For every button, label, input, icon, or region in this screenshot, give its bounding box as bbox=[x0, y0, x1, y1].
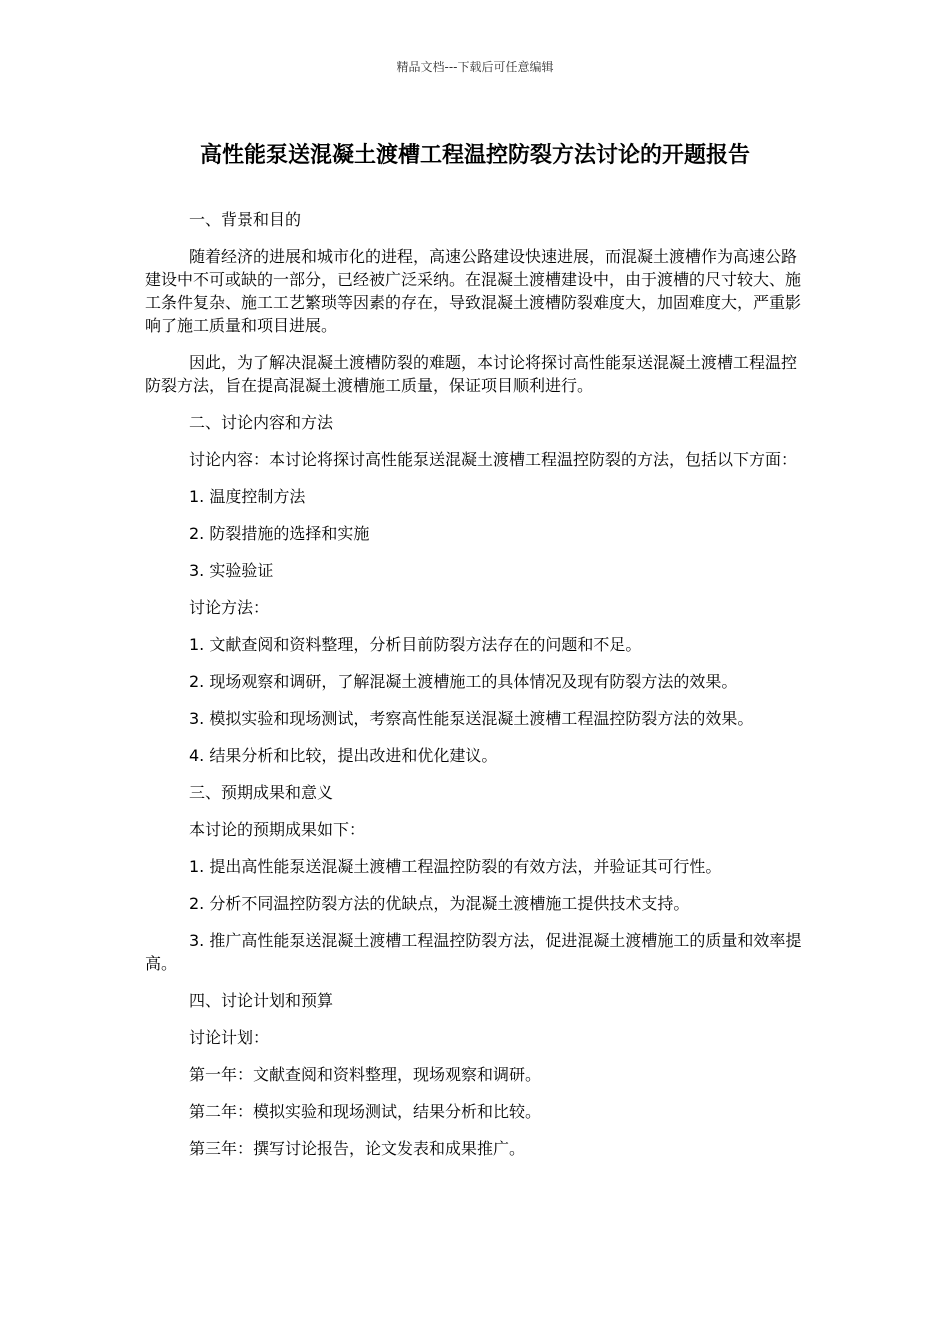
paragraph-plan: 讨论计划： bbox=[189, 1028, 270, 1047]
list-item: 2. 防裂措施的选择和实施 bbox=[189, 524, 370, 543]
list-item: 2. 分析不同温控防裂方法的优缺点，为混凝土渡槽施工提供技术支持。 bbox=[189, 894, 690, 913]
section-heading-background: 一、背景和目的 bbox=[189, 210, 302, 229]
list-item: 3. 模拟实验和现场测试，考察高性能泵送混凝土渡槽工程温控防裂方法的效果。 bbox=[189, 709, 754, 728]
section-heading-expected-results: 三、预期成果和意义 bbox=[189, 783, 334, 802]
paragraph-purpose: 因此，为了解决混凝土渡槽防裂的难题，本讨论将探讨高性能泵送混凝土渡槽工程温控防裂方法，旨在提高混凝土渡槽施工质量，保证项目顺利进行。 bbox=[145, 353, 798, 395]
list-item: 4. 结果分析和比较，提出改进和优化建议。 bbox=[189, 746, 498, 765]
list-item: 1. 温度控制方法 bbox=[189, 487, 306, 506]
list-item: 第一年：文献查阅和资料整理，现场观察和调研。 bbox=[189, 1065, 542, 1084]
list-item: 2. 现场观察和调研，了解混凝土渡槽施工的具体情况及现有防裂方法的效果。 bbox=[189, 672, 738, 691]
list-item: 1. 提出高性能泵送混凝土渡槽工程温控防裂的有效方法，并验证其可行性。 bbox=[189, 857, 722, 876]
section-heading-plan-budget: 四、讨论计划和预算 bbox=[189, 991, 334, 1010]
list-item: 3. 实验验证 bbox=[189, 561, 274, 580]
list-item: 1. 文献查阅和资料整理，分析目前防裂方法存在的问题和不足。 bbox=[189, 635, 642, 654]
list-item: 3. 推广高性能泵送混凝土渡槽工程温控防裂方法，促进混凝土渡槽施工的质量和效率提高。 bbox=[145, 931, 802, 973]
document-title: 高性能泵送混凝土渡槽工程温控防裂方法讨论的开题报告 bbox=[199, 143, 750, 168]
section-heading-content-method: 二、讨论内容和方法 bbox=[189, 413, 334, 432]
paragraph-research-method: 讨论方法： bbox=[189, 598, 270, 617]
list-item: 第二年：模拟实验和现场测试，结果分析和比较。 bbox=[189, 1102, 542, 1121]
paragraph-background: 随着经济的进展和城市化的进程，高速公路建设快速进展，而混凝土渡槽作为高速公路建设中不可或缺的一部分，已经被广泛采纳。在混凝土渡槽建设中，由于渡槽的尺寸较大、施工条件复杂、施工工艺繁琐等因素的存在，导致混凝土渡槽防裂难度大，加固难度大，严重影响了施工质量和项目进展。 bbox=[145, 247, 802, 335]
document-body bbox=[145, 208, 805, 1174]
paragraph-expected-results: 本讨论的预期成果如下： bbox=[189, 820, 366, 839]
paragraph-research-content: 讨论内容：本讨论将探讨高性能泵送混凝土渡槽工程温控防裂的方法，包括以下方面： bbox=[189, 450, 798, 469]
list-item: 第三年：撰写讨论报告，论文发表和成果推广。 bbox=[189, 1139, 526, 1158]
header-note: 精品文档---下载后可任意编辑 bbox=[396, 60, 554, 74]
